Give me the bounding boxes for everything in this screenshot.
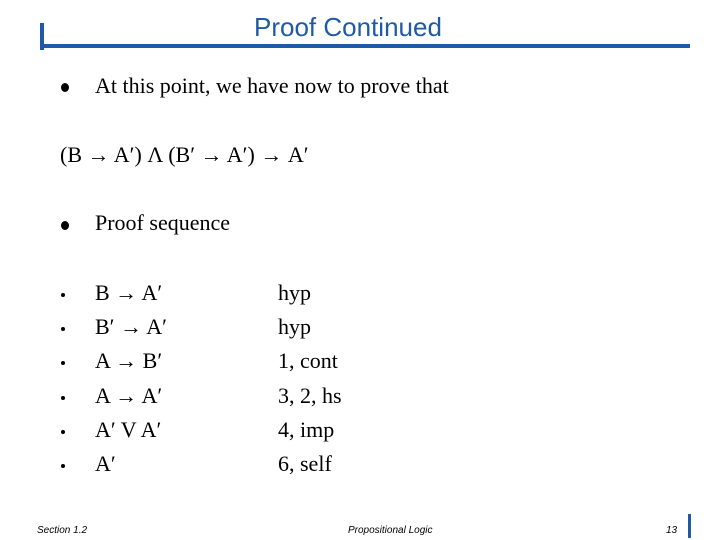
step-expr: A → B′ <box>95 348 163 373</box>
footer-rule-tick <box>688 514 691 538</box>
formula: (B → A′) Λ (B′ → A′) → A′ <box>60 142 309 167</box>
step-reason: 4, imp <box>278 417 335 442</box>
bullet-dot <box>61 221 69 230</box>
footer-page-number: 13 <box>666 525 678 536</box>
step-expr: A′ V A′ <box>95 417 162 442</box>
step-bullet <box>61 430 65 434</box>
step-reason: 6, self <box>278 451 332 476</box>
step-expr: B → A′ <box>95 280 163 305</box>
header-rule <box>40 44 690 48</box>
step-bullet <box>61 464 65 468</box>
step-reason: 3, 2, hs <box>278 383 342 408</box>
bullet-dot <box>61 83 69 92</box>
bullet-text-1: At this point, we have now to prove that <box>95 73 449 98</box>
step-expr: A′ <box>95 451 116 476</box>
footer-topic: Propositional Logic <box>348 525 433 536</box>
step-reason: hyp <box>278 280 311 305</box>
step-bullet <box>61 361 65 365</box>
step-reason: hyp <box>278 314 311 339</box>
step-bullet <box>61 293 65 297</box>
step-bullet <box>61 396 65 400</box>
step-reason: 1, cont <box>278 348 338 373</box>
title-container <box>254 11 442 43</box>
footer-section: Section 1.2 <box>37 525 88 536</box>
step-bullet <box>61 327 65 331</box>
slide-title: Proof Continued <box>254 12 442 42</box>
bullet-text-2: Proof sequence <box>95 210 231 235</box>
step-expr: B′ → A′ <box>95 314 167 339</box>
step-expr: A → A′ <box>95 383 163 408</box>
